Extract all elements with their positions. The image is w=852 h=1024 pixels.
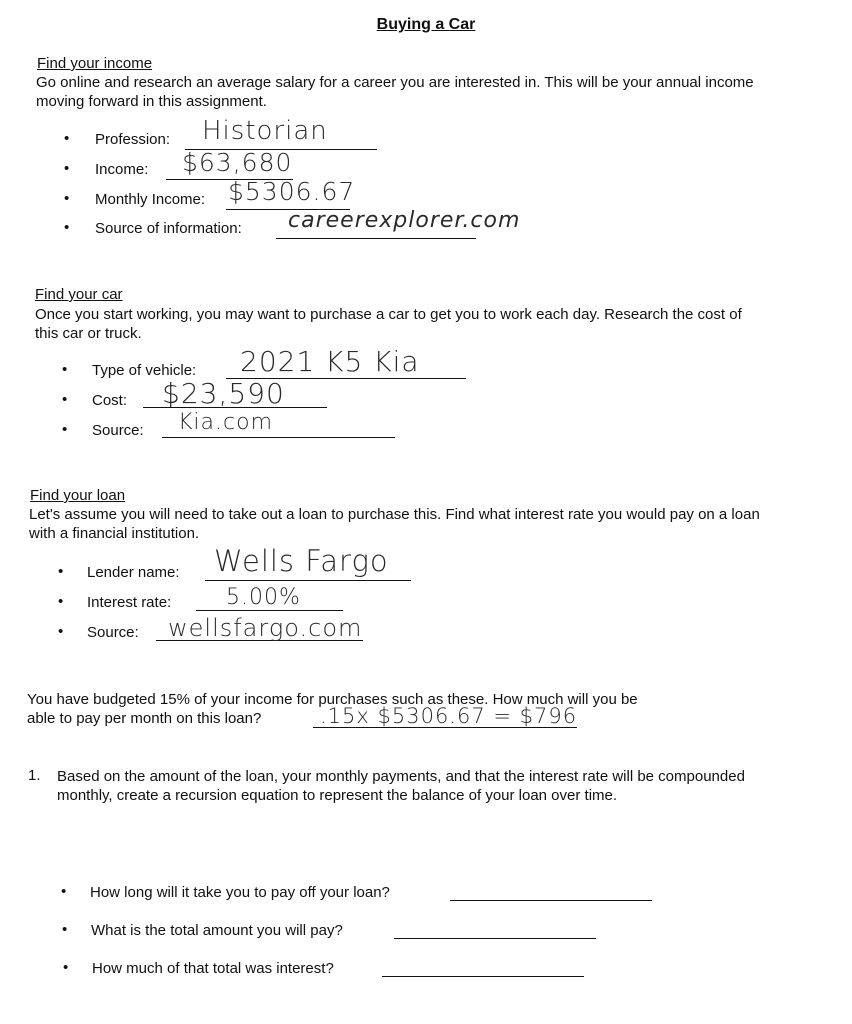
bullet: • [62,921,68,938]
income-heading: Find your income [37,55,153,72]
vehicle-type-label: Type of vehicle: [92,362,197,379]
car-heading: Find your car [35,286,123,303]
bullet: • [62,421,68,438]
budget-answer: .15x $5306.67 = $796 [320,704,578,728]
bullet: • [64,160,70,177]
interest-rate-answer: 5.00% [226,585,301,610]
bullet: • [64,190,70,207]
source-of-information-label: Source of information: [95,220,242,237]
question-text: Based on the amount of the loan, your monthly payments, and that the interest rate will be compounded monthly, create a recursion equation to represent the balance of your loan over time. [57,768,745,804]
lender-name-label: Lender name: [87,564,180,581]
bullet: • [64,219,70,236]
bullet: • [61,883,67,900]
cost-label: Cost: [92,392,128,409]
bullet: • [63,959,69,976]
bullet: • [62,361,68,378]
income-answer: $63,680 [182,148,293,177]
bullet: • [58,593,64,610]
bullet: • [58,623,64,640]
bullet: • [64,130,70,147]
payoff-time-answer-line[interactable] [450,900,652,901]
car-instructions: Once you start working, you may want to purchase a car to get you to work each day. Research the cost of this car or truck. [35,306,742,342]
bullet: • [62,391,68,408]
page-title-text: Buying a Car [376,16,476,33]
loan-instructions: Let's assume you will need to take out a loan to purchase this. Find what interest rate you would pay on a loan with a financial institution. [29,506,760,542]
loan-source-answer: wellsfargo.com [168,614,363,642]
profession-label: Profession: [95,131,171,148]
total-interest-answer-line[interactable] [382,976,584,977]
monthly-income-answer: $5306.67 [228,177,356,206]
lender-name-answer: Wells Fargo [214,544,389,578]
question-number: 1. [28,767,41,784]
interest-rate-answer-line[interactable] [196,610,343,611]
income-source-answer-line[interactable] [276,238,476,239]
page-title [0,16,852,34]
loan-heading: Find your loan [30,487,126,504]
budget-question-line1: You have budgeted 15% of your income for purchases such as these. How much will you be [27,691,638,708]
cost-answer: $23,590 [162,377,285,410]
total-amount-answer-line[interactable] [394,938,596,939]
budget-question-line2: able to pay per month on this loan? [27,710,262,727]
interest-rate-label: Interest rate: [87,594,172,611]
car-source-answer: Kia.com [178,410,273,435]
profession-answer: Historian [202,116,328,146]
monthly-income-label: Monthly Income: [95,191,206,208]
total-interest-question: How much of that total was interest? [92,960,334,977]
total-amount-question: What is the total amount you will pay? [91,922,343,939]
vehicle-type-answer: 2021 K5 Kia [240,345,420,378]
income-label: Income: [95,161,149,178]
income-instructions: Go online and research an average salary for a career you are interested in. This will be your annual income moving forward in this assignment. [36,74,754,110]
loan-source-label: Source: [87,624,139,641]
payoff-time-question: How long will it take you to pay off your loan? [90,884,390,901]
income-source-answer: careerexplorer.com [288,208,521,233]
car-source-label: Source: [92,422,144,439]
bullet: • [58,563,64,580]
lender-name-answer-line[interactable] [205,580,411,581]
car-source-answer-line[interactable] [162,437,395,438]
